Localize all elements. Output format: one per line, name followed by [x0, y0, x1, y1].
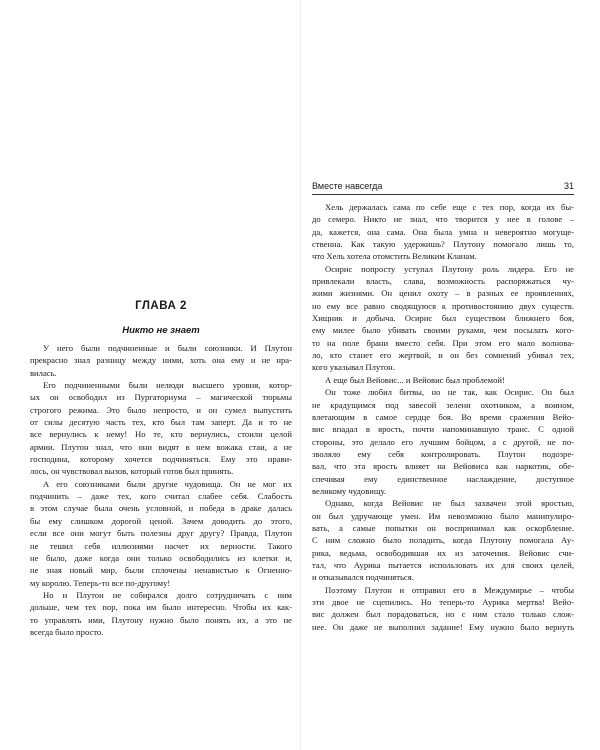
text-line: зволяло ему себя контролировать. Плутон подозре-: [312, 448, 574, 459]
text-line: армии. Плутон знал, что они видят в нем вожака стаи, а не: [30, 441, 292, 452]
text-line: Но и Плутон не собирался долго сотрудничать с ним: [43, 589, 292, 600]
text-line: не тешил себя иллюзиями насчет их верности. Такого: [30, 540, 292, 551]
text-line: влетающим в самое сердце боя. Во время сражения Вейо-: [312, 411, 574, 422]
text-line: У него были подчиненные и были союзники. И Плутон: [43, 343, 292, 353]
right-page-body: [312, 201, 574, 633]
header-rule: [312, 194, 574, 195]
text-line: Хищник и добыча. Осирис был существом ближнего боя,: [312, 313, 574, 324]
text-line: ых он освободил из Пургаториума – магической тюрьмы: [30, 392, 292, 403]
text-line: А его союзниками были другие чудовища. Он не мог их: [43, 478, 292, 489]
chapter-title: ГЛАВА 2: [135, 300, 187, 312]
text-line: Поэтому Плутон и отправил его в Междумирье – чтобы: [325, 584, 574, 595]
text-line: то управлять ими, Плутону нужно было понять их, а это не: [30, 614, 292, 625]
text-line: му королю. Теперь-то все по-другому!: [30, 577, 171, 588]
text-line: Хель держалась сама по себе еще с тех пор, когда их бы-: [325, 202, 574, 212]
text-line: ему милее было убивать своими руками, чем посылать кого-: [312, 325, 574, 336]
text-line: не зная новый мир, были сплочены ненавистью к Огненно-: [30, 565, 292, 576]
text-line: нее. Он даже не выполнил задание! Ему нужно было вернуть: [312, 621, 574, 632]
text-line: в этом случае была очень условной, и победа в драке далась: [30, 503, 292, 514]
text-line: рика, ведьма, освободившая их из заточения. Вейовис счи-: [312, 547, 574, 558]
text-line: подчинить – даже тех, кого считал слабее себя. Слабость: [30, 491, 292, 502]
text-line: он был удручающе умен. Им невозможно было манипулиро-: [312, 510, 574, 521]
text-line: всегда было просто.: [30, 626, 104, 637]
text-line: вис должен был порадоваться, но с ним стало только слож-: [312, 609, 574, 620]
text-line: великому чудовищу.: [312, 485, 387, 496]
text-line: вилась.: [30, 367, 57, 378]
text-line: кого указывал Плутон.: [312, 362, 395, 373]
text-line: дольше, чем тех пор, пока им было интересно. Чтобы их как-: [30, 602, 292, 613]
text-line: привлекали власть, слава, возможность распоряжаться чу-: [312, 276, 574, 287]
text-line: и отказывался подчиняться.: [312, 572, 414, 583]
text-line: вал, что эта ярость влияет на Вейовиса как наркотик, обе-: [312, 461, 574, 472]
page-number: 31: [563, 181, 574, 191]
text-line: все вернулись к нему! Но те, кто вернулись, стоили целой: [30, 429, 292, 440]
text-line: ло, кто станет его жертвой, и он без сомнений убивал тех,: [312, 350, 574, 361]
text-line: бы ему слишком дорогой ценой. Зачем доводить до этого,: [30, 515, 292, 526]
text-line: но ему все равно сводящуюся к противостоянию двух существ.: [312, 300, 574, 311]
text-line: да, кажется, она сама. Она была умна и невероятно могуще-: [312, 226, 574, 237]
running-title: Вместе навсегда: [312, 181, 383, 191]
text-line: жими жизнями. Он ценил охоту – в разных ее проявлениях,: [312, 288, 574, 299]
text-line: стороны, это делало его лучшим бойцом, а с другой, не по-: [312, 436, 574, 447]
chapter-subtitle: Никто не знает: [122, 325, 200, 336]
text-line: лось, он чувствовал вызов, который готов был принять.: [30, 466, 234, 477]
text-line: ственна. Как такую удержишь? Плутону помогало лишь то,: [312, 239, 574, 250]
text-line: эти двое не сцепились. Но теперь-то Аурика мертва! Вейо-: [312, 597, 574, 607]
text-line: А еще был Вейовис... и Вейовис был проблемой!: [325, 374, 505, 385]
text-line: если все они могут быть полезны друг другу? Правда, Плутон: [30, 528, 292, 539]
text-line: не крадущимся под завесой зелени охотником, а воином,: [312, 399, 574, 410]
text-line: прекрасно знал разницу между ними, хоть она ему и не нра-: [30, 355, 292, 366]
text-line: Осирис попросту уступал Плутону роль лидера. Его не: [325, 263, 574, 274]
text-line: Однако, когда Вейовис не был захвачен этой яростью,: [325, 498, 574, 509]
text-line: вис впадал в ярость, почти напоминавшую транс. С одной: [312, 424, 574, 435]
left-page: [30, 0, 292, 750]
text-line: то на поле брани вместо себя. При этом его мало волнова-: [312, 337, 574, 348]
left-page-body: [30, 342, 292, 638]
text-line: строгого режима. Это было непросто, и он сумел выпустить: [30, 404, 292, 415]
text-line: тал, что Аурика пытается использовать их для своих целей,: [312, 559, 574, 570]
gutter-shadow: [300, 0, 301, 750]
text-line: вать, а самые попытки он воспринимал как оскорбление.: [312, 522, 574, 533]
text-line: Его подчиненными были нелюди высшего уровня, котор-: [43, 380, 292, 391]
text-line: господина, которому хочется подчиняться. Ему это нрави-: [30, 454, 292, 465]
text-line: не было, даже когда они только освободились из клетки и,: [30, 552, 292, 563]
text-line: Он тоже любил битвы, но не так, как Осирис. Он был: [325, 387, 574, 398]
text-line: спечивая ему единственное наслаждение, доступное: [312, 473, 574, 484]
text-line: от силы десятую часть тех, кто был там заперт. Да и то не: [30, 417, 292, 428]
text-line: до семеро. Никто не знал, что творится у нее в голове –: [312, 214, 574, 225]
running-header: [312, 181, 574, 194]
text-line: что Хель хотела отомстить Великим Кланам.: [312, 251, 477, 262]
text-line: С ним сложно было поладить, когда Плутону помогала Ау-: [312, 535, 574, 546]
right-page: [312, 0, 574, 750]
